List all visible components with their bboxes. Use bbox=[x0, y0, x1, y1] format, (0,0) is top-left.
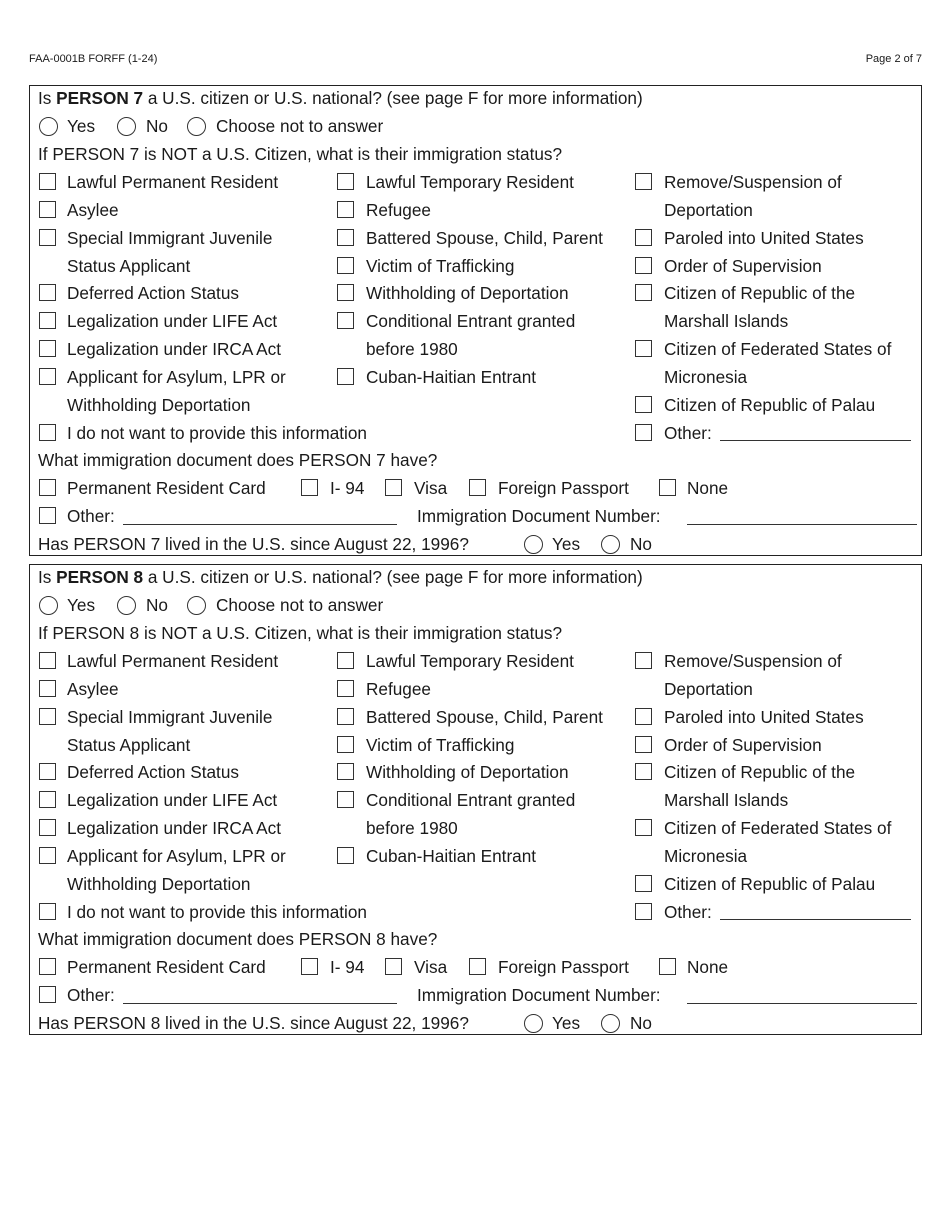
status-checkbox[interactable] bbox=[39, 284, 56, 301]
status-option-label: Citizen of Federated States of bbox=[664, 818, 892, 838]
status-checkbox[interactable] bbox=[337, 763, 354, 780]
status-checkbox[interactable] bbox=[337, 229, 354, 246]
document-checkbox[interactable] bbox=[659, 479, 676, 496]
status-checkbox[interactable] bbox=[635, 819, 652, 836]
status-option-label: Lawful Temporary Resident bbox=[366, 651, 574, 671]
citizen-radio-1[interactable] bbox=[39, 117, 58, 136]
status-checkbox[interactable] bbox=[39, 763, 56, 780]
status-checkbox[interactable] bbox=[39, 368, 56, 385]
document-checkbox[interactable] bbox=[39, 479, 56, 496]
status-option-label: Withholding of Deportation bbox=[366, 283, 569, 303]
status-checkbox[interactable] bbox=[337, 173, 354, 190]
status-option-label: Lawful Permanent Resident bbox=[67, 172, 279, 192]
status-option-label: Victim of Trafficking bbox=[366, 256, 515, 276]
status-checkbox[interactable] bbox=[337, 708, 354, 725]
status-checkbox[interactable] bbox=[635, 763, 652, 780]
document-checkbox[interactable] bbox=[469, 479, 486, 496]
citizen-option-label: Yes bbox=[67, 116, 96, 136]
question-suffix: a U.S. citizen or U.S. national? (see page F for more information) bbox=[143, 567, 643, 587]
status-option-label: Special Immigrant Juvenile bbox=[67, 707, 273, 727]
status-option-label: Micronesia bbox=[664, 846, 748, 866]
status-checkbox[interactable] bbox=[635, 229, 652, 246]
status-option-label: Applicant for Asylum, LPR or bbox=[67, 846, 286, 866]
document-option-label: I- 94 bbox=[330, 957, 365, 977]
document-other-checkbox[interactable] bbox=[39, 507, 56, 524]
status-checkbox[interactable] bbox=[39, 201, 56, 218]
document-checkbox[interactable] bbox=[39, 958, 56, 975]
citizen-radio-3[interactable] bbox=[187, 117, 206, 136]
citizen-option-label: No bbox=[146, 116, 168, 136]
status-checkbox[interactable] bbox=[337, 312, 354, 329]
document-checkbox[interactable] bbox=[301, 479, 318, 496]
status-option-label: Legalization under IRCA Act bbox=[67, 339, 282, 359]
status-checkbox[interactable] bbox=[337, 736, 354, 753]
citizen-radio-2[interactable] bbox=[117, 117, 136, 136]
citizen-option-label: Choose not to answer bbox=[216, 116, 384, 136]
status-option-label: Withholding Deportation bbox=[67, 874, 251, 894]
status-checkbox[interactable] bbox=[39, 903, 56, 920]
status-option-label: Legalization under LIFE Act bbox=[67, 311, 278, 331]
status-checkbox[interactable] bbox=[337, 652, 354, 669]
document-number-field[interactable] bbox=[687, 524, 917, 525]
status-option-label: Applicant for Asylum, LPR or bbox=[67, 367, 286, 387]
lived-option-label: No bbox=[630, 534, 652, 554]
status-checkbox[interactable] bbox=[337, 847, 354, 864]
status-option-label: Refugee bbox=[366, 200, 431, 220]
status-option-label: Special Immigrant Juvenile bbox=[67, 228, 273, 248]
question-prefix: Is bbox=[38, 567, 57, 587]
status-checkbox[interactable] bbox=[635, 396, 652, 413]
status-option-label: Deferred Action Status bbox=[67, 762, 239, 782]
document-option-label: Permanent Resident Card bbox=[67, 957, 266, 977]
status-other-field[interactable] bbox=[720, 919, 911, 920]
status-option-label: Other: bbox=[664, 902, 712, 922]
citizen-question bbox=[38, 87, 643, 109]
page-number: Page 2 of 7 bbox=[865, 53, 922, 65]
status-checkbox[interactable] bbox=[39, 652, 56, 669]
lived-radio-yes[interactable] bbox=[524, 1014, 543, 1033]
status-option-label: Cuban-Haitian Entrant bbox=[366, 846, 537, 866]
status-checkbox[interactable] bbox=[337, 680, 354, 697]
status-checkbox[interactable] bbox=[635, 424, 652, 441]
document-checkbox[interactable] bbox=[469, 958, 486, 975]
status-checkbox[interactable] bbox=[39, 847, 56, 864]
status-option-label: Battered Spouse, Child, Parent bbox=[366, 228, 603, 248]
status-option-label: Asylee bbox=[67, 200, 119, 220]
status-option-label: Status Applicant bbox=[67, 735, 191, 755]
lived-option-label: Yes bbox=[552, 1013, 581, 1033]
document-option-label: None bbox=[687, 957, 729, 977]
status-option-label: Deportation bbox=[664, 679, 753, 699]
document-question: What immigration document does PERSON 7 have? bbox=[38, 450, 438, 470]
status-option-label: before 1980 bbox=[366, 339, 458, 359]
status-checkbox[interactable] bbox=[635, 736, 652, 753]
person-label: PERSON 8 bbox=[56, 567, 144, 587]
status-checkbox[interactable] bbox=[39, 340, 56, 357]
status-option-label: I do not want to provide this information bbox=[67, 902, 367, 922]
lived-option-label: No bbox=[630, 1013, 652, 1033]
status-option-label: Refugee bbox=[366, 679, 431, 699]
status-checkbox[interactable] bbox=[635, 173, 652, 190]
document-question: What immigration document does PERSON 8 have? bbox=[38, 929, 438, 949]
status-question: If PERSON 8 is NOT a U.S. Citizen, what is their immigration status? bbox=[38, 623, 563, 643]
status-option-label: Order of Supervision bbox=[664, 735, 822, 755]
status-question: If PERSON 7 is NOT a U.S. Citizen, what is their immigration status? bbox=[38, 144, 563, 164]
status-checkbox[interactable] bbox=[337, 257, 354, 274]
status-option-label: Paroled into United States bbox=[664, 707, 864, 727]
document-option-label: I- 94 bbox=[330, 478, 365, 498]
lived-radio-no[interactable] bbox=[601, 535, 620, 554]
status-option-label: Marshall Islands bbox=[664, 790, 789, 810]
status-checkbox[interactable] bbox=[337, 201, 354, 218]
lived-radio-no[interactable] bbox=[601, 1014, 620, 1033]
status-option-label: Deferred Action Status bbox=[67, 283, 239, 303]
document-option-label: Foreign Passport bbox=[498, 957, 629, 977]
document-other-field[interactable] bbox=[123, 1003, 397, 1004]
document-option-label: None bbox=[687, 478, 729, 498]
status-option-label: Cuban-Haitian Entrant bbox=[366, 367, 537, 387]
status-option-label: Asylee bbox=[67, 679, 119, 699]
document-other-field[interactable] bbox=[123, 524, 397, 525]
status-checkbox[interactable] bbox=[39, 680, 56, 697]
status-checkbox[interactable] bbox=[39, 791, 56, 808]
citizen-question bbox=[38, 566, 643, 588]
status-option-label: Citizen of Republic of the bbox=[664, 283, 856, 303]
lived-radio-yes[interactable] bbox=[524, 535, 543, 554]
status-checkbox[interactable] bbox=[337, 791, 354, 808]
document-option-label: Foreign Passport bbox=[498, 478, 629, 498]
citizen-radio-2[interactable] bbox=[117, 596, 136, 615]
question-suffix: a U.S. citizen or U.S. national? (see page F for more information) bbox=[143, 88, 643, 108]
document-number-field[interactable] bbox=[687, 1003, 917, 1004]
form-id: FAA-0001B FORFF (1-24) bbox=[29, 53, 158, 65]
status-option-label: Remove/Suspension of bbox=[664, 651, 842, 671]
status-option-label: Lawful Permanent Resident bbox=[67, 651, 279, 671]
status-option-label: Legalization under IRCA Act bbox=[67, 818, 282, 838]
status-checkbox[interactable] bbox=[635, 903, 652, 920]
status-checkbox[interactable] bbox=[39, 229, 56, 246]
status-checkbox[interactable] bbox=[39, 173, 56, 190]
person-label: PERSON 7 bbox=[56, 88, 144, 108]
status-option-label: Marshall Islands bbox=[664, 311, 789, 331]
question-prefix: Is bbox=[38, 88, 57, 108]
status-option-label: I do not want to provide this information bbox=[67, 423, 367, 443]
citizen-option-label: No bbox=[146, 595, 168, 615]
lived-question: Has PERSON 7 lived in the U.S. since August 22, 1996? bbox=[38, 534, 469, 554]
status-option-label: Micronesia bbox=[664, 367, 748, 387]
document-checkbox[interactable] bbox=[301, 958, 318, 975]
status-option-label: Withholding Deportation bbox=[67, 395, 251, 415]
person-7-panel bbox=[29, 85, 922, 556]
status-checkbox[interactable] bbox=[39, 312, 56, 329]
document-option-label: Visa bbox=[414, 478, 448, 498]
status-option-label: Remove/Suspension of bbox=[664, 172, 842, 192]
status-option-label: before 1980 bbox=[366, 818, 458, 838]
status-checkbox[interactable] bbox=[635, 284, 652, 301]
status-option-label: Status Applicant bbox=[67, 256, 191, 276]
status-option-label: Paroled into United States bbox=[664, 228, 864, 248]
status-other-field[interactable] bbox=[720, 440, 911, 441]
status-checkbox[interactable] bbox=[337, 368, 354, 385]
document-number-label: Immigration Document Number: bbox=[417, 506, 661, 526]
status-option-label: Citizen of Republic of the bbox=[664, 762, 856, 782]
status-option-label: Deportation bbox=[664, 200, 753, 220]
status-option-label: Victim of Trafficking bbox=[366, 735, 515, 755]
document-checkbox[interactable] bbox=[659, 958, 676, 975]
document-option-label: Permanent Resident Card bbox=[67, 478, 266, 498]
citizen-option-label: Choose not to answer bbox=[216, 595, 384, 615]
status-option-label: Citizen of Republic of Palau bbox=[664, 874, 876, 894]
document-other-label: Other: bbox=[67, 506, 115, 526]
status-option-label: Battered Spouse, Child, Parent bbox=[366, 707, 603, 727]
status-checkbox[interactable] bbox=[39, 424, 56, 441]
status-checkbox[interactable] bbox=[635, 257, 652, 274]
citizen-option-label: Yes bbox=[67, 595, 96, 615]
status-option-label: Citizen of Republic of Palau bbox=[664, 395, 876, 415]
status-checkbox[interactable] bbox=[39, 708, 56, 725]
document-checkbox[interactable] bbox=[385, 958, 402, 975]
document-option-label: Visa bbox=[414, 957, 448, 977]
status-option-label: Order of Supervision bbox=[664, 256, 822, 276]
citizen-radio-1[interactable] bbox=[39, 596, 58, 615]
lived-question: Has PERSON 8 lived in the U.S. since August 22, 1996? bbox=[38, 1013, 469, 1033]
lived-option-label: Yes bbox=[552, 534, 581, 554]
status-option-label: Other: bbox=[664, 423, 712, 443]
status-option-label: Citizen of Federated States of bbox=[664, 339, 892, 359]
status-option-label: Lawful Temporary Resident bbox=[366, 172, 574, 192]
status-option-label: Conditional Entrant granted bbox=[366, 311, 576, 331]
status-option-label: Withholding of Deportation bbox=[366, 762, 569, 782]
document-other-checkbox[interactable] bbox=[39, 986, 56, 1003]
status-checkbox[interactable] bbox=[635, 875, 652, 892]
status-checkbox[interactable] bbox=[39, 819, 56, 836]
status-checkbox[interactable] bbox=[635, 652, 652, 669]
document-other-label: Other: bbox=[67, 985, 115, 1005]
status-checkbox[interactable] bbox=[635, 708, 652, 725]
citizen-radio-3[interactable] bbox=[187, 596, 206, 615]
document-checkbox[interactable] bbox=[385, 479, 402, 496]
document-number-label: Immigration Document Number: bbox=[417, 985, 661, 1005]
status-checkbox[interactable] bbox=[337, 284, 354, 301]
status-option-label: Legalization under LIFE Act bbox=[67, 790, 278, 810]
status-checkbox[interactable] bbox=[635, 340, 652, 357]
person-8-panel bbox=[29, 564, 922, 1035]
status-option-label: Conditional Entrant granted bbox=[366, 790, 576, 810]
